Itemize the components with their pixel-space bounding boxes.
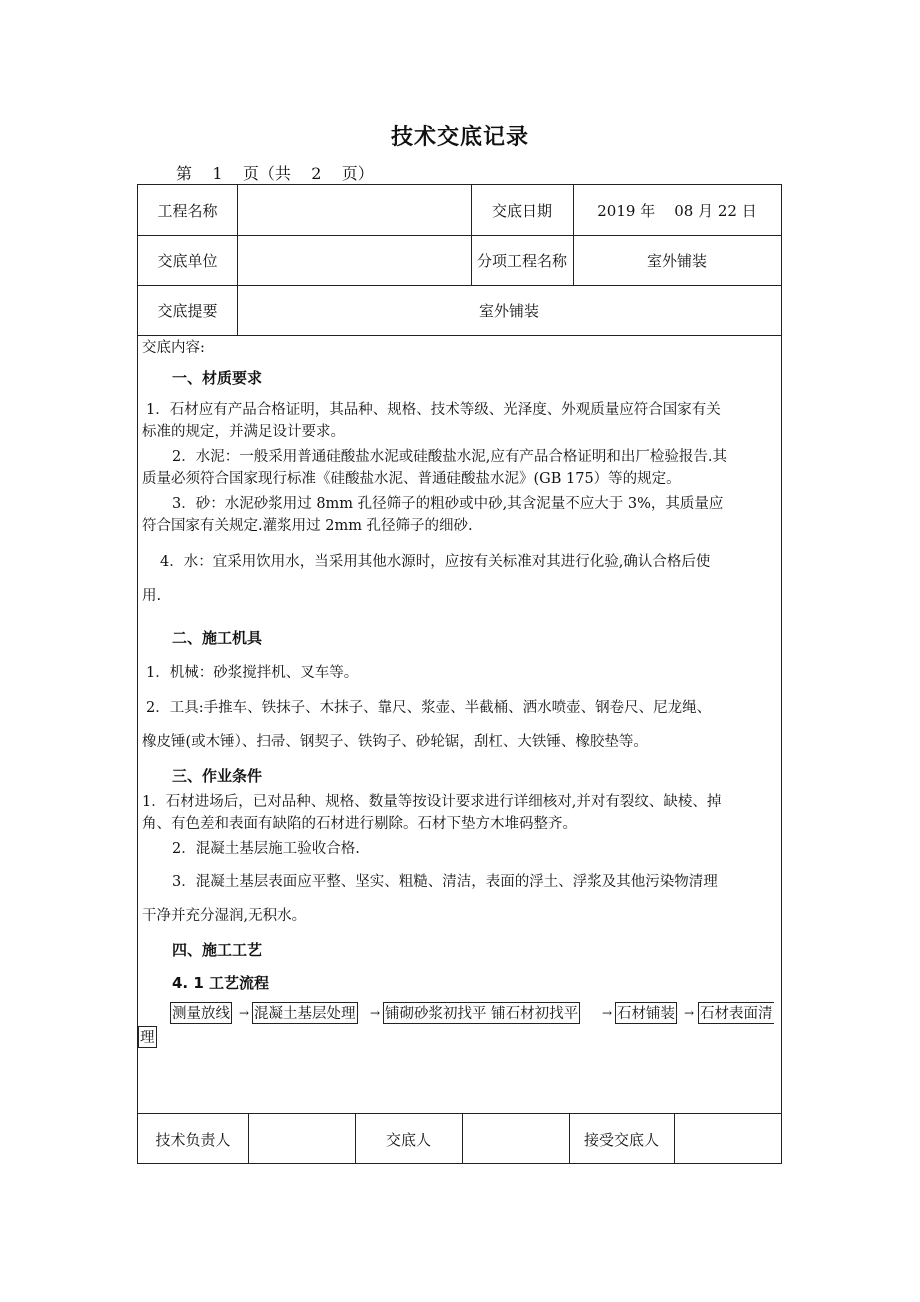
s1-item-3-line-1: 3．砂：水泥砂浆用过 8mm 孔径筛子的粗砂或中砂,其含泥量不应大于 3%，其质量应 — [172, 496, 724, 512]
s3-item-2: 2．混凝土基层施工验收合格. — [172, 841, 360, 857]
s1-item-4-line-1: 4．水：宜采用饮用水，当采用其他水源时，应按有关标准对其进行化验,确认合格后使 — [160, 554, 711, 570]
flow-step-5: 石材表面清 — [698, 1002, 774, 1024]
s1-item-2-line-2: 质量必须符合国家现行标准《硅酸盐水泥、普通硅酸盐水泥》(GB 175）等的规定。 — [142, 471, 681, 487]
flow-step-4: 石材铺装 — [615, 1002, 677, 1024]
s1-item-2-line-1: 2．水泥：一般采用普通硅酸盐水泥或硅酸盐水泥,应有产品合格证明和出厂检验报告.其 — [172, 449, 727, 465]
s3-item-3-line-2: 干净并充分湿润,无积水。 — [142, 908, 307, 924]
s1-item-1-line-1: 1．石材应有产品合格证明，其品种、规格、技术等级、光泽度、外观质量应符合国家有关 — [146, 402, 721, 418]
record-table — [137, 184, 782, 1164]
tech-lead-signature — [248, 1114, 355, 1164]
flow-arrow-4: → — [684, 1006, 695, 1020]
s3-item-1-line-1: 1．石材进场后，已对品种、规格、数量等按设计要求进行详细核对,并对有裂纹、缺棱、掉 — [142, 794, 722, 810]
project-name-label: 工程名称 — [157, 201, 218, 220]
unit-value — [237, 235, 471, 285]
flow-arrow-3: → — [602, 1006, 613, 1020]
signature-row — [138, 1113, 781, 1164]
summary-label: 交底提要 — [157, 301, 218, 320]
header-row-3 — [138, 285, 781, 336]
date-label: 交底日期 — [491, 201, 552, 220]
document-title: 技术交底记录 — [390, 125, 529, 150]
flow-step-5-tail: 理 — [138, 1026, 157, 1048]
flow-arrow-2: → — [370, 1006, 381, 1020]
section-2-title: 二、施工机具 — [172, 629, 263, 647]
page-info: 第 1 页（共 2 页） — [176, 164, 374, 183]
header-row-1 — [138, 185, 781, 236]
flow-step-2: 混凝土基层处理 — [252, 1002, 358, 1024]
discloser-label: 交底人 — [385, 1130, 431, 1149]
summary-value: 室外铺装 — [478, 301, 539, 320]
disclosure-content — [138, 335, 781, 1113]
content-intro: 交底内容: — [142, 340, 205, 356]
flow-step-3: 铺砌砂浆初找平 铺石材初找平 — [383, 1002, 580, 1024]
discloser-signature — [462, 1114, 569, 1164]
subitem-value: 室外铺装 — [646, 251, 707, 270]
flow-arrow-1: → — [239, 1006, 250, 1020]
flow-step-1: 测量放线 — [170, 1002, 232, 1024]
tech-lead-label: 技术负责人 — [155, 1130, 231, 1149]
receiver-signature — [674, 1114, 781, 1164]
section-4-subtitle: 4. 1 工艺流程 — [172, 974, 270, 992]
subitem-label: 分项工程名称 — [476, 251, 567, 270]
s3-item-3-line-1: 3．混凝土基层表面应平整、坚实、粗糙、清洁，表面的浮土、浮浆及其他污染物清理 — [172, 874, 718, 890]
s1-item-1-line-2: 标准的规定，并满足设计要求。 — [142, 424, 345, 440]
section-4-title: 四、施工工艺 — [172, 941, 263, 959]
section-3-title: 三、作业条件 — [172, 767, 263, 785]
unit-label: 交底单位 — [157, 251, 218, 270]
s2-item-2-line-1: 2．工具:手推车、铁抹子、木抹子、靠尺、浆壶、半截桶、洒水喷壶、钢卷尺、尼龙绳、 — [146, 700, 712, 716]
s1-item-4-line-2: 用. — [142, 588, 162, 604]
s2-item-1: 1．机械：砂浆搅拌机、叉车等。 — [146, 665, 359, 681]
section-1-title: 一、材质要求 — [172, 369, 263, 387]
s2-item-2-line-2: 橡皮锤(或木锤）、扫帚、钢契子、铁钩子、砂轮锯，刮杠、大铁锤、橡胶垫等。 — [142, 734, 648, 750]
project-name-value — [237, 185, 471, 235]
process-flow — [138, 1002, 781, 1062]
s1-item-3-line-2: 符合国家有关规定.灌浆用过 2mm 孔径筛子的细砂. — [142, 518, 473, 534]
header-row-2 — [138, 235, 781, 286]
s3-item-1-line-2: 角、有色差和表面有缺陷的石材进行剔除。石材下垫方木堆码整齐。 — [142, 816, 577, 832]
date-value: 2019 年 08 月 22 日 — [597, 201, 757, 220]
receiver-label: 接受交底人 — [583, 1130, 659, 1149]
